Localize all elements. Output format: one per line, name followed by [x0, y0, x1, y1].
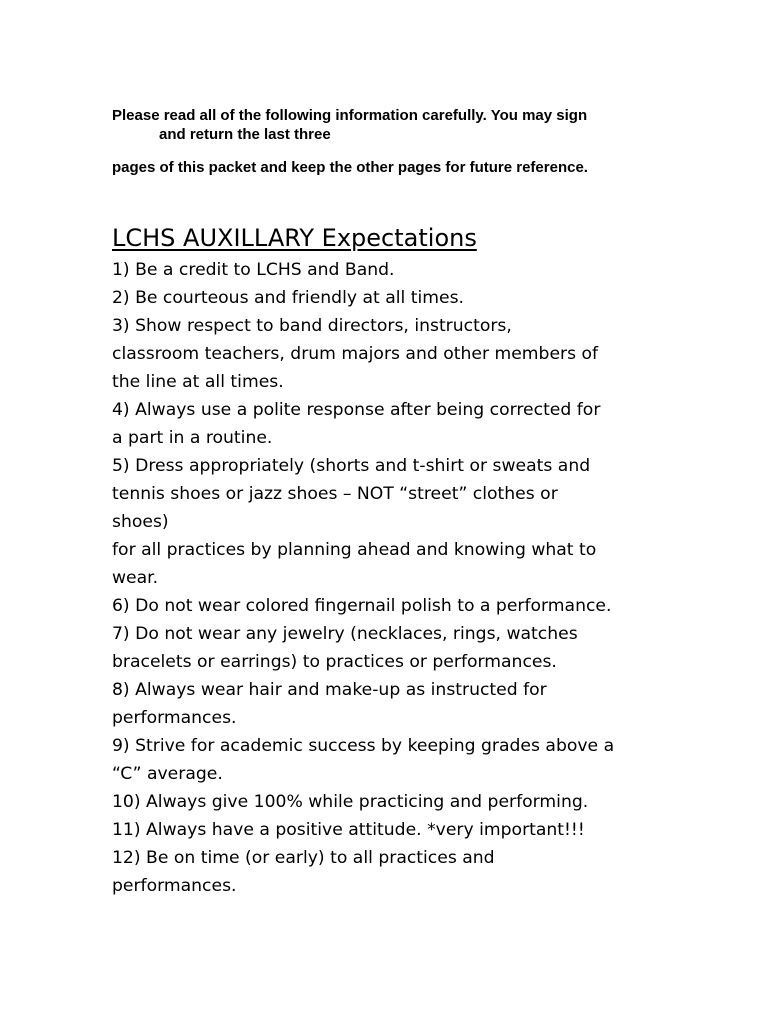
- list-line: 3) Show respect to band directors, instructors,: [112, 316, 512, 336]
- list-line: 12) Be on time (or early) to all practices and: [112, 848, 495, 868]
- list-line: 8) Always wear hair and make-up as instructed for: [112, 680, 547, 700]
- list-line: performances.: [112, 876, 237, 896]
- list-line: 5) Dress appropriately (shorts and t-shirt or sweats and: [112, 456, 591, 476]
- list-line: 7) Do not wear any jewelry (necklaces, rings, watches: [112, 624, 578, 644]
- list-line: tennis shoes or jazz shoes – NOT “street” clothes or: [112, 484, 558, 504]
- list-line: for all practices by planning ahead and knowing what to: [112, 540, 597, 560]
- list-line: 1) Be a credit to LCHS and Band.: [112, 260, 395, 280]
- list-line: bracelets or earrings) to practices or performances.: [112, 652, 557, 672]
- list-line: 10) Always give 100% while practicing and performing.: [112, 792, 589, 812]
- list-line: a part in a routine.: [112, 428, 273, 448]
- list-line: 6) Do not wear colored fingernail polish to a performance.: [112, 596, 612, 616]
- list-line: classroom teachers, drum majors and other members of: [112, 344, 599, 364]
- list-line: 9) Strive for academic success by keeping grades above a: [112, 736, 615, 756]
- list-line: wear.: [112, 568, 159, 588]
- list-line: performances.: [112, 708, 237, 728]
- intro-line-2: and return the last three: [159, 126, 331, 143]
- list-line: “C” average.: [112, 764, 223, 784]
- list-line: shoes): [112, 512, 169, 532]
- intro-line-3: pages of this packet and keep the other pages for future reference.: [112, 159, 588, 176]
- list-line: the line at all times.: [112, 372, 284, 392]
- list-line: 11) Always have a positive attitude. *very important!!!: [112, 820, 585, 840]
- expectations-list: [112, 256, 672, 900]
- list-line: 4) Always use a polite response after being corrected for: [112, 400, 601, 420]
- intro-line-1: Please read all of the following information carefully. You may sign: [112, 107, 588, 124]
- list-line: 2) Be courteous and friendly at all times.: [112, 288, 465, 308]
- page-title: LCHS AUXILLARY Expectations: [112, 224, 477, 252]
